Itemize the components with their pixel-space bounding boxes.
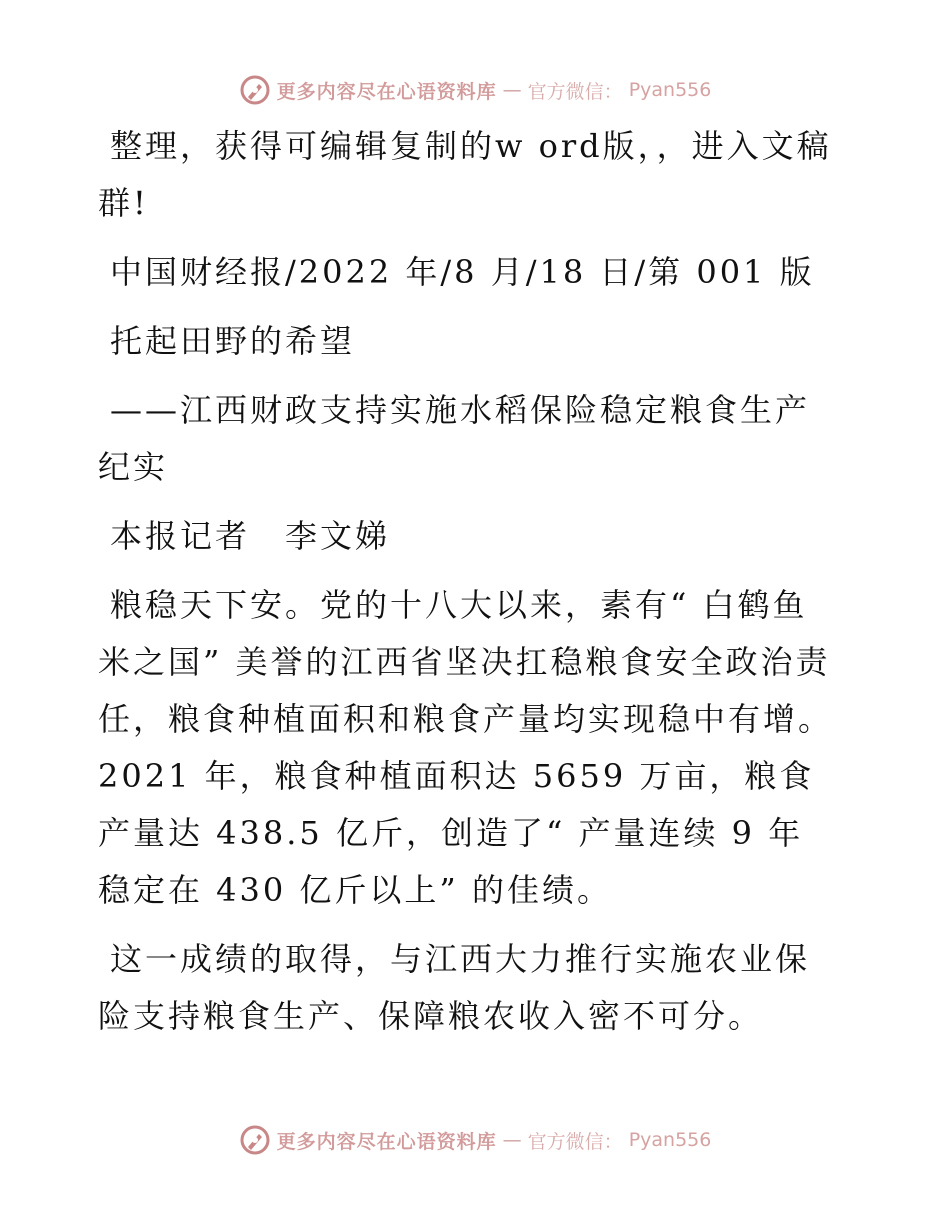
watermark-official-label: 官方微信： <box>527 80 623 103</box>
watermark-footer <box>0 1120 950 1160</box>
watermark-separator: — <box>502 79 522 101</box>
watermark-text: 更多内容尽在心语资料库 <box>276 1130 497 1153</box>
watermark-text: 更多内容尽在心语资料库 <box>276 80 497 103</box>
watermark-wechat-id: Pyan556 <box>628 1129 712 1151</box>
byline: 本报记者 李文娣 <box>110 517 391 555</box>
intro-paragraph: 整理，获得可编辑复制的w ord版，，进入文稿群! <box>98 127 832 222</box>
article-subtitle: ——江西财政支持实施水稻保险稳定粮食生产纪实 <box>98 391 811 486</box>
document-body <box>98 118 838 1057</box>
article-title: 托起田野的希望 <box>110 322 356 360</box>
body-paragraph: 这一成绩的取得，与江西大力推行实施农业保险支持粮食生产、保障粮农收入密不可分。 <box>98 940 811 1035</box>
body-paragraph: 粮稳天下安。党的十八大以来，素有“ 白鹤鱼米之国” 美誉的江西省坚决扛稳粮食安全政治责任，粮食种植面积和粮食产量均实现稳中有增。2021 年，粮食种植面积达 5659 万亩，粮食产量达 438.5 亿斤，创造了“ 产量连续 9 年稳定在 430 亿斤以上” 的佳绩。 <box>98 586 834 909</box>
pen-logo-icon <box>239 74 271 106</box>
watermark-header <box>0 70 950 110</box>
source-line: 中国财经报/2022 年/8 月/18 日/第 001 版 <box>110 253 815 291</box>
watermark-official-label: 官方微信： <box>527 1130 623 1153</box>
watermark-wechat-id: Pyan556 <box>628 79 712 101</box>
pen-logo-icon <box>239 1124 271 1156</box>
watermark-separator: — <box>502 1129 522 1151</box>
